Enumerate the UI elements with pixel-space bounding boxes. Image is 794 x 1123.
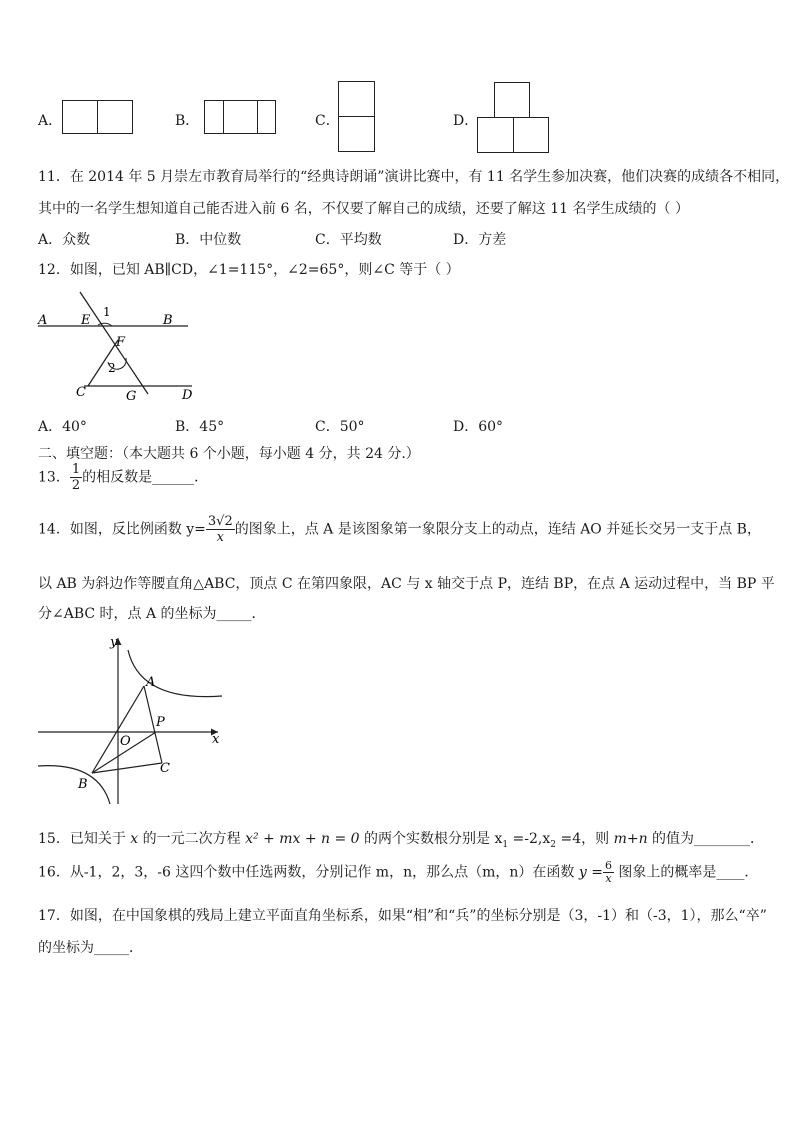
q12-stem: 12．如图，已知 AB∥CD，∠1=115°，∠2=65°，则∠C 等于（ ） bbox=[38, 262, 460, 278]
label-y: y bbox=[110, 635, 118, 650]
q12-option-d: D．60° bbox=[453, 419, 504, 435]
q11-option-d: D．方差 bbox=[453, 232, 507, 248]
q16-function-y: y = bbox=[578, 864, 603, 881]
q11-option-c: C．平均数 bbox=[315, 232, 382, 248]
q16-text-2: 图象上的概率是____． bbox=[613, 864, 759, 881]
label-d: D bbox=[182, 388, 193, 402]
q10-option-c-square-top bbox=[338, 81, 375, 117]
q16-fraction bbox=[603, 860, 614, 885]
q11-option-b: B．中位数 bbox=[175, 232, 242, 248]
label-b: B bbox=[78, 777, 88, 792]
q10-option-a-square-left bbox=[62, 100, 98, 134]
transversal-efg bbox=[80, 292, 148, 394]
segment-bc bbox=[92, 763, 162, 773]
q16-text-1: 16．从-1，2，3，-6 这四个数中任选两数，分别记作 m，n，那么点（m，n）在函数 bbox=[38, 864, 579, 881]
label-b: B bbox=[163, 313, 173, 328]
label-a: A bbox=[38, 313, 48, 328]
q15-expression-mn: m+n bbox=[613, 831, 648, 847]
q12-option-c: C．50° bbox=[315, 419, 365, 435]
q14-fraction-denominator: x bbox=[216, 530, 224, 545]
label-f: F bbox=[116, 335, 126, 350]
q10-option-d-square-bottom-right bbox=[513, 117, 549, 153]
q16-fraction-denominator: x bbox=[605, 872, 612, 885]
q14-prefix: 14．如图，反比例函数 y= bbox=[38, 521, 206, 538]
label-c: C bbox=[76, 385, 86, 400]
q15-text-6: 的值为________． bbox=[647, 831, 765, 847]
q11-option-a: A．众数 bbox=[38, 232, 91, 248]
label-o: O bbox=[120, 734, 131, 749]
label-p: P bbox=[156, 715, 165, 730]
q11-line-2: 其中的一名学生想知道自己能否进入前 6 名，不仅要了解自己的成绩，还要了解这 11 名学生成绩的（ ） bbox=[38, 201, 689, 217]
q10-option-d-square-top bbox=[494, 82, 530, 118]
label-2: 2 bbox=[108, 361, 116, 375]
q12-option-b: B．45° bbox=[175, 419, 225, 435]
q15-subscript-2: 2 bbox=[550, 839, 557, 850]
q15-text-4: =-2,x bbox=[508, 831, 551, 847]
q10-option-b-rect-middle bbox=[223, 100, 258, 134]
label-g: G bbox=[126, 389, 137, 402]
q15-text-2: 的一元二次方程 bbox=[138, 831, 246, 847]
q10-option-c-square-bottom bbox=[338, 116, 375, 152]
q10-option-b-rect-right bbox=[257, 100, 276, 134]
q14-line-1-rest: 的图象上，点 A 是该图象第一象限分支上的动点，连结 AO 并延长交另一支于点 B， bbox=[234, 521, 761, 538]
q10-option-b-rect-left bbox=[204, 100, 224, 134]
q12-option-a: A．40° bbox=[38, 419, 87, 435]
q16 bbox=[38, 860, 758, 885]
q10-option-b-label: B． bbox=[175, 113, 200, 129]
q14-line-1 bbox=[38, 514, 761, 545]
q11-line-1: 11．在 2014 年 5 月崇左市教育局举行的“经典诗朗诵”演讲比赛中，有 11 名学生参加决赛，他们决赛的成绩各不相同， bbox=[38, 169, 790, 185]
q10-option-c-label: C． bbox=[315, 113, 340, 129]
q10-option-d-label: D． bbox=[453, 113, 479, 129]
q15-variable-x: x bbox=[130, 831, 139, 847]
q14-line-2: 以 AB 为斜边作等腰直角△ABC，顶点 C 在第四象限，AC 与 x 轴交于点 P，连结 BP，在点 A 运动过程中，当 BP 平 bbox=[38, 576, 775, 592]
q12-figure bbox=[36, 286, 198, 402]
label-e: E bbox=[81, 313, 91, 328]
q14-fraction bbox=[206, 514, 235, 545]
label-c: C bbox=[160, 761, 170, 776]
label-a: A bbox=[146, 675, 156, 690]
q13-fraction-numerator: 1 bbox=[71, 462, 81, 477]
label-x: x bbox=[212, 732, 220, 747]
q15-text-1: 15．已知关于 bbox=[38, 831, 131, 847]
q10-option-a-square-right bbox=[97, 100, 133, 134]
q16-fraction-numerator: 6 bbox=[604, 859, 612, 872]
q14-fraction-numerator: 3√2 bbox=[207, 514, 233, 529]
q14-figure bbox=[36, 632, 224, 806]
q15-equation: x² + mx + n = 0 bbox=[245, 831, 360, 847]
q17-line-1: 17．如图，在中国象棋的残局上建立平面直角坐标系，如果“相”和“兵”的坐标分别是（3，-1）和（-3，1），那么“卒” bbox=[38, 908, 767, 924]
q17-line-2: 的坐标为_____． bbox=[38, 940, 143, 956]
q15-text-3: 的两个实数根分别是 x bbox=[359, 831, 503, 847]
q15-subscript-1: 1 bbox=[502, 839, 509, 850]
label-1: 1 bbox=[103, 305, 111, 319]
q13-prefix: 13． bbox=[38, 469, 70, 486]
q14-line-3: 分∠ABC 时，点 A 的坐标为_____． bbox=[38, 606, 266, 622]
q10-option-a-label: A． bbox=[38, 113, 63, 129]
q15 bbox=[38, 828, 764, 850]
section-fill-in-heading: 二、填空题：（本大题共 6 个小题，每小题 4 分，共 24 分.） bbox=[38, 446, 420, 462]
q10-option-d-square-bottom-left bbox=[477, 117, 514, 153]
q13 bbox=[38, 462, 208, 493]
q13-suffix: 的相反数是______． bbox=[82, 469, 209, 486]
q13-fraction-denominator: 2 bbox=[71, 478, 81, 493]
q15-text-5: =4，则 bbox=[556, 831, 614, 847]
q13-fraction bbox=[70, 462, 82, 493]
